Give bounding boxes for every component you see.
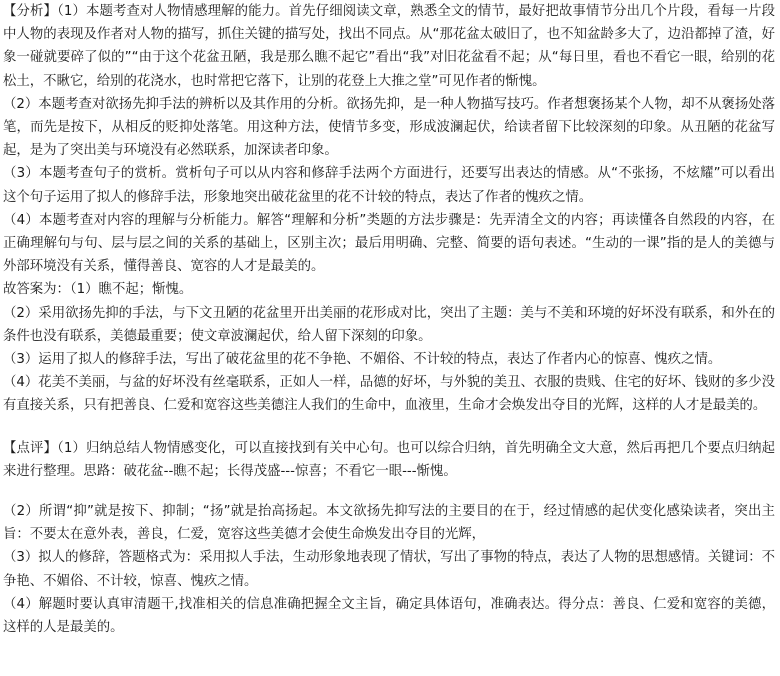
analysis-paragraph-4: （4）本题考查对内容的理解与分析能力。解答“理解和分析”类题的方法步骤是：先弄清全文的内容；再读懂各自然段的内容，在正确理解句与句、层与层之间的关系的基础上，区别主次；最后用明确、完整、简要的语句表述。“生动的一课”指的是人的美德与外部环境没有关系，懂得善良、宽容的人才是最美的。	[3, 212, 775, 275]
comment-paragraph-4: （4）解题时要认真审清题干,找准相关的信息准确把握全文主旨，确定具体语句，准确表达。得分点：善良、仁爱和宽容的美德，这样的人是最美的。	[3, 596, 775, 636]
comment-heading: 【点评】	[3, 440, 58, 456]
analysis-heading: 【分析】	[3, 4, 58, 19]
answer-line-4: （4）花美不美丽，与盆的好坏没有丝毫联系，正如人一样，品德的好坏，与外貌的美丑、衣服的贵贱、住宅的好坏、钱财的多少没有直接关系，只有把善良、仁爱和宽容这些美德注人我们的生命中，血液里，生命才会焕发出夺目的光辉，这样的人才是最美的。	[3, 375, 775, 414]
answer-line-1: 故答案为：（1）瞧不起；惭愧。	[3, 282, 193, 298]
answer-line-2: （2）采用欲扬先抑的手法，与下文丑陋的花盆里开出美丽的花形成对比，突出了主题：美与不美和环境的好坏没有联系，和外在的条件也没有联系，美德最重要；使文章波澜起伏，给人留下深刻的印象。	[3, 305, 775, 344]
comment-paragraph-3: （3）拟人的修辞，答题格式为：采用拟人手法，生动形象地表现了情状，写出了事物的特点，表达了人物的思想感情。关键词：不争艳、不媚俗、不计较，惊喜、愧疚之情。	[3, 550, 775, 589]
analysis-text-1: （1）本题考查对人物情感理解的能力。首先仔细阅读文章，熟悉全文的情节，最好把故事情节分出几个片段，看每一片段中人物的表现及作者对人物的描写，抓住关键的描写处，找出不同点。从“那花盆太破旧了，也不知盆龄多大了，边沿都掉了渣，好象一碰就要碎了似的”“由于这个花盆丑陋，我是那么瞧不起它”看出“我”对旧花盆看不起；从“每日里，看也不看它一眼，给别的花松土，不瞅它，给别的花浇水，也时常把它落下，让别的花登上大推之堂”可见作者的惭愧。	[3, 4, 775, 89]
analysis-paragraph-3: （3）本题考查句子的赏析。赏析句子可以从内容和修辞手法两个方面进行，还要写出表达的情感。从“不张扬，不炫耀”可以看出这个句子运用了拟人的修辞手法，形象地突出破花盆里的花不计较的特点，表达了作者的愧疚之情。	[3, 166, 775, 205]
comment-paragraph-1	[3, 437, 775, 483]
answer-line-3: （3）运用了拟人的修辞手法，写出了破花盆里的花不争艳、不媚俗、不计较的特点，表达了作者内心的惊喜、愧疚之情。	[3, 352, 722, 368]
comment-paragraph-2: （2）所谓“抑”就是按下、抑制；“扬”就是抬高扬起。本文欲扬先抑写法的主要目的在于，经过情感的起伏变化感染读者，突出主旨：不要太在意外表，善良，仁爱，宽容这些美德才会使生命焕发出夺目的光辉，	[3, 504, 775, 543]
analysis-paragraph-1	[3, 0, 775, 93]
comment-text-1: （1）归纳总结人物情感变化，可以直接找到有关中心句。也可以综合归纳，首先明确全文大意，然后再把几个要点归纳起来进行整理。思路：破花盆--瞧不起；长得茂盛---惊喜；不看它一眼---惭愧。	[3, 440, 775, 479]
analysis-paragraph-2: （2）本题考查对欲扬先抑手法的辨析以及其作用的分析。欲扬先抑，是一种人物描写技巧。作者想褒扬某个人物，却不从褒扬处落笔，而先是按下，从相反的贬抑处落笔。用这种方法，使情节多变，形成波澜起伏，给读者留下比较深刻的印象。从丑陋的花盆写起，是为了突出美与环境没有必然联系，加深读者印象。	[3, 96, 775, 159]
